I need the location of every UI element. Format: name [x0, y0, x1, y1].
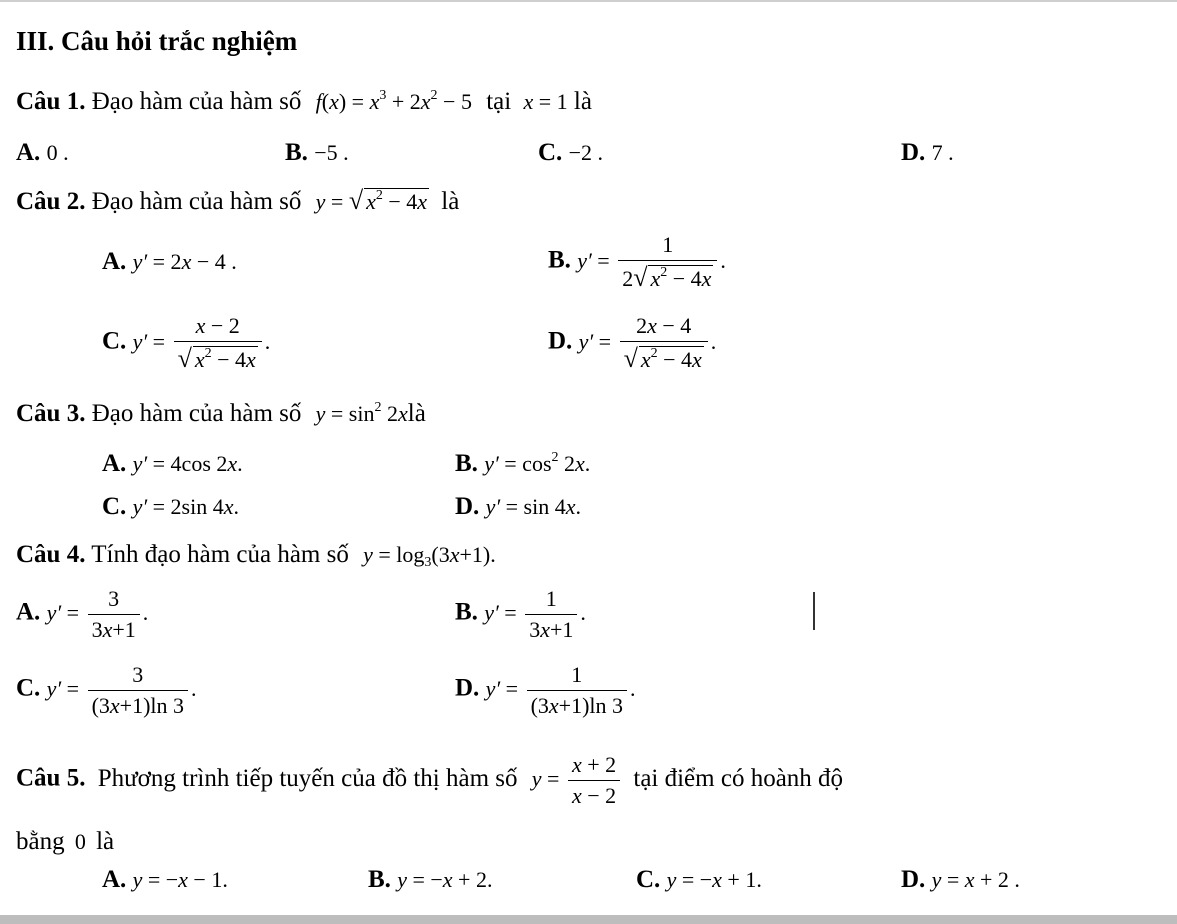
question-5-point: 0	[74, 829, 86, 854]
q1-option-a[interactable]: A. 0 .	[16, 139, 69, 166]
question-1-point: x = 1	[523, 89, 568, 114]
question-4-label: Câu 4.	[16, 541, 86, 568]
q2-option-d[interactable]: D. y′ = $\frac{2x - 4}{√ x^2 - 4x}$ .	[548, 313, 717, 373]
question-5-ending: là	[96, 828, 115, 855]
q1-option-d[interactable]: D. 7 .	[901, 139, 954, 166]
question-3-ending: là	[407, 400, 426, 427]
question-1-text: Đạo hàm của hàm số	[91, 88, 302, 115]
section-title: III. Câu hỏi trắc nghiệm	[16, 26, 298, 56]
question-1-text2: tại	[486, 88, 512, 115]
question-4	[16, 541, 496, 571]
question-5	[16, 752, 843, 809]
q1-option-c[interactable]: C. −2 .	[538, 139, 603, 166]
q3-option-d[interactable]: D. y′ = sin 4x.	[455, 493, 581, 520]
question-4-expr: $y = \log_3(3x+1)$.	[363, 542, 496, 570]
q3-option-b[interactable]: B. $y' = \cos^2 2x$.	[455, 450, 591, 477]
question-3-expr: $y = \sin^2 2x$	[315, 400, 408, 426]
question-5-expr: y = $\frac{x + 2}{x - 2}$	[532, 766, 623, 791]
question-2-text: Đạo hàm của hàm số	[91, 188, 302, 215]
question-2-expr: y = √ $x^2 - 4x$	[315, 186, 428, 215]
q5-option-b[interactable]: B. y = −x + 2.	[368, 866, 493, 893]
question-5-text: Phương trình tiếp tuyến của đồ thị hàm số	[97, 764, 518, 792]
question-3-label: Câu 3.	[16, 400, 86, 427]
q5-option-d[interactable]: D. y = x + 2 .	[901, 866, 1020, 893]
question-2-label: Câu 2.	[16, 188, 86, 215]
bottom-border	[0, 915, 1177, 924]
q2-option-b[interactable]: B. y′ = $\frac{1}{2√ x^2 - 4x}$ .	[548, 232, 726, 292]
q4-option-a[interactable]: A. y′ = $\frac{3}{3x+1}$ .	[16, 586, 149, 642]
question-3	[16, 400, 426, 428]
q4-option-b[interactable]: B. y′ = $\frac{1}{3x+1}$ .	[455, 586, 586, 642]
q3-option-a[interactable]: A. y′ = 4cos 2x.	[102, 450, 243, 477]
question-5-text3: bằng	[16, 828, 65, 855]
q1-option-b[interactable]: B. −5 .	[285, 139, 349, 166]
question-1-ending: là	[573, 88, 592, 115]
question-2-ending: là	[441, 188, 460, 215]
q3-option-c[interactable]: C. y′ = 2sin 4x.	[102, 493, 239, 520]
q5-option-c[interactable]: C. y = −x + 1.	[636, 866, 762, 893]
q5-option-a[interactable]: A. y = −x − 1.	[102, 866, 228, 893]
question-1-label: Câu 1.	[16, 88, 86, 115]
q4-option-d[interactable]: D. y′ = $\frac{1}{(3x+1)\ln 3}$ .	[455, 662, 636, 718]
question-3-text: Đạo hàm của hàm số	[91, 400, 302, 427]
question-5-text2: tại điểm có hoành độ	[633, 764, 844, 792]
question-4-text: Tính đạo hàm của hàm số	[91, 541, 349, 568]
question-5-label: Câu 5.	[16, 764, 86, 792]
question-1	[16, 88, 592, 116]
question-2	[16, 186, 459, 216]
q2-option-a[interactable]: A. y′ = 2x − 4 .	[102, 248, 237, 275]
q4-option-c[interactable]: C. y′ = $\frac{3}{(3x+1)\ln 3}$ .	[16, 662, 197, 718]
question-1-expr: $f(x) = x^3 + 2x^2 - 5$	[315, 88, 472, 114]
question-5-line2	[16, 828, 114, 856]
top-border	[0, 0, 1177, 2]
text-cursor	[813, 592, 815, 630]
q2-option-c[interactable]: C. y′ = $\frac{x - 2}{√ x^2 - 4x}$ .	[102, 313, 271, 373]
